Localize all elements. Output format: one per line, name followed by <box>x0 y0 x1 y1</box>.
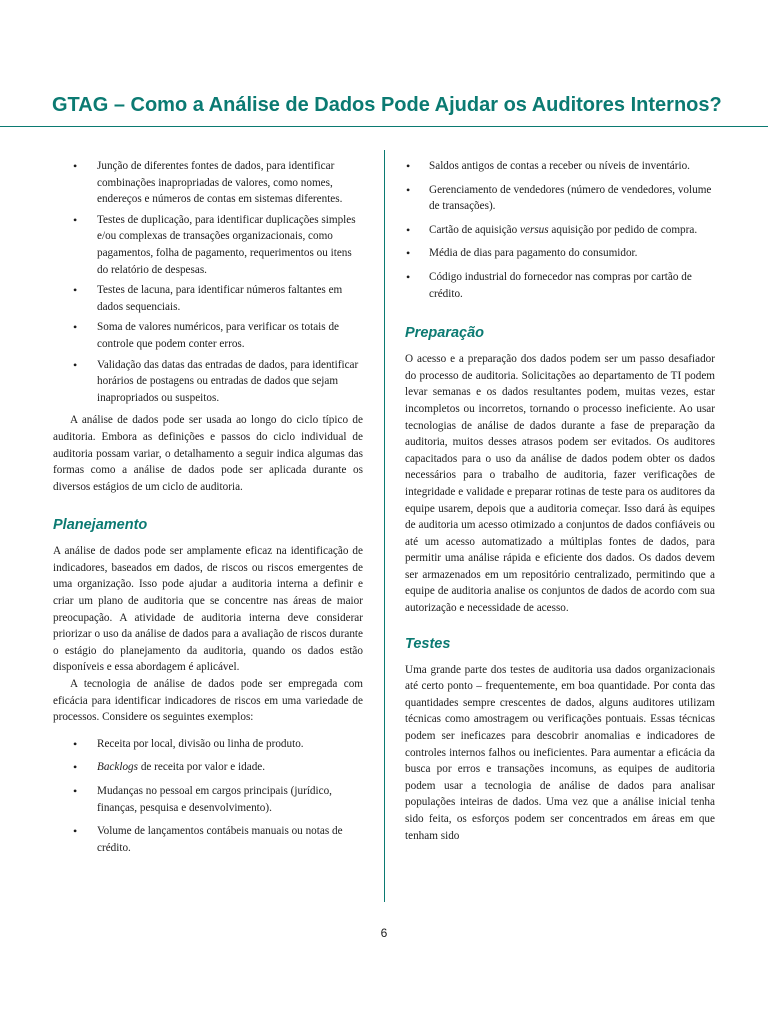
list-item: • Testes de lacuna, para identificar números faltantes em dados sequenciais. <box>53 282 363 315</box>
preparacao-paragraph: O acesso e a preparação dos dados podem ser um passo desafiador do processo de auditoria. Solicitações ao departamento de TI podem levar semanas e os dados resultantes podem, muitas vezes, estar incompletos ou incorretos, tornando o processo ineficiente. Ao usar tecnologias de análise de dados durante a fase de preparação da auditoria, muitos desses atrasos podem ser evitados. Os auditores capacitados para o uso da análise de dados podem obter os dados necessários para o trabalho de auditoria, fazer verificações de integridade e validade e preparar rotinas de teste para os auditores da equipe usarem, depois que a auditoria começar. Isso dará às equipes de auditoria um acesso otimizado a conjuntos de dados confiáveis ou até um acesso automatizado a múltiplas fontes de dados, para permitir uma análise rápida e eficiente dos dados. Os dados devem ser armazenados em um repositório centralizado, permitindo que a equipe de auditoria analise os conjuntos de dados de acordo com sua autorização e necessidade de acesso. <box>405 353 715 615</box>
section-heading-planejamento: Planejamento <box>53 517 148 534</box>
list-item <box>405 222 715 239</box>
list-item: • Média de dias para pagamento do consumidor. <box>405 245 715 262</box>
testes-paragraph: Uma grande parte dos testes de auditoria usa dados organizacionais até certo ponto – frequentemente, em boa quantidade. Por conta das quantidades sempre crescentes de dados, alguns auditores utilizam técnicas como amostragem ou verificações pontuais. Essas técnicas podem ser ineficazes para descobrir anomalias e indicadores de controles internos falhos ou ineficientes. Para aumentar a eficácia da busca por erros e transações incomuns, as equipes de auditoria podem usar a tecnologia de análise de dados para analisar populações inteiras de dados. Uma vez que a análise inicial tenha sido feita, os esforços podem ser concentrados em áreas em que tenham sido <box>405 663 715 842</box>
page-number: 6 <box>380 926 388 940</box>
page-header-title: GTAG – Como a Análise de Dados Pode Ajudar os Auditores Internos? <box>52 94 722 116</box>
list-item: • Gerenciamento de vendedores (número de vendedores, volume de transações). <box>405 182 715 215</box>
planejamento-paragraph-2: A tecnologia de análise de dados pode ser empregada com eficácia para identificar indicadores de riscos em uma variedade de processos. Considere os seguintes exemplos: <box>53 678 363 724</box>
intro-paragraph: A análise de dados pode ser usada ao longo do ciclo típico de auditoria. Embora as definições e passos do ciclo individual de auditoria possam variar, o detalhamento a seguir indica algumas das formas como a análise de dados pode ser aplicada durante os diversos estágios de um ciclo de auditoria. <box>53 414 363 493</box>
technique-bullet-list <box>53 158 363 406</box>
column-divider <box>384 150 385 902</box>
risk-examples-list <box>53 736 363 857</box>
list-item: • Junção de diferentes fontes de dados, para identificar combinações inapropriadas de valores, como nomes, endereços e números de contas em sistemas diferentes. <box>53 158 363 208</box>
left-column <box>53 158 363 863</box>
section-heading-testes: Testes <box>405 635 451 652</box>
list-item-text: aquisição por pedido de compra. <box>548 223 698 236</box>
list-item: • Mudanças no pessoal em cargos principais (jurídico, finanças, pesquisa e desenvolvimento). <box>53 783 363 816</box>
italic-term: Backlogs <box>97 761 139 774</box>
list-item-text: de receita por valor e idade. <box>138 761 266 774</box>
italic-term: versus <box>520 223 549 236</box>
section-heading-preparacao: Preparação <box>405 325 484 342</box>
list-item: • Código industrial do fornecedor nas compras por cartão de crédito. <box>405 269 715 302</box>
list-item: • Volume de lançamentos contábeis manuais ou notas de crédito. <box>53 823 363 856</box>
list-item: • Validação das datas das entradas de dados, para identificar horários de postagens ou entradas de dados que sejam inapropriados ou suspeitos. <box>53 357 363 407</box>
list-item: • Testes de duplicação, para identificar duplicações simples e/ou complexas de transações organizacionais, como pagamentos, folha de pagamento, requerimentos ou itens do relatório de despesas. <box>53 212 363 278</box>
list-item: • Receita por local, divisão ou linha de produto. <box>53 736 363 753</box>
right-column <box>405 158 715 844</box>
planejamento-paragraph-1: A análise de dados pode ser amplamente eficaz na identificação de indicadores, baseados em dados, de riscos ou riscos emergentes de uma organização. Isso pode ajudar a auditoria interna a definir e criar um plano de auditoria que se concentre nas áreas de maior preocupação. A atividade de auditoria interna deve considerar priorizar o uso da análise de dados para a avaliação de riscos durante o estágio do planejamento da auditoria, quando os dados estão disponíveis e essa abordagem é aplicável. <box>53 545 363 674</box>
list-item <box>53 759 363 776</box>
list-item-text: Cartão de aquisição <box>429 223 521 236</box>
risk-examples-continued-list <box>405 158 715 302</box>
list-item: • Soma de valores numéricos, para verificar os totais de controle que podem conter erros. <box>53 319 363 352</box>
list-item: • Saldos antigos de contas a receber ou níveis de inventário. <box>405 158 715 175</box>
header-divider <box>0 126 768 127</box>
